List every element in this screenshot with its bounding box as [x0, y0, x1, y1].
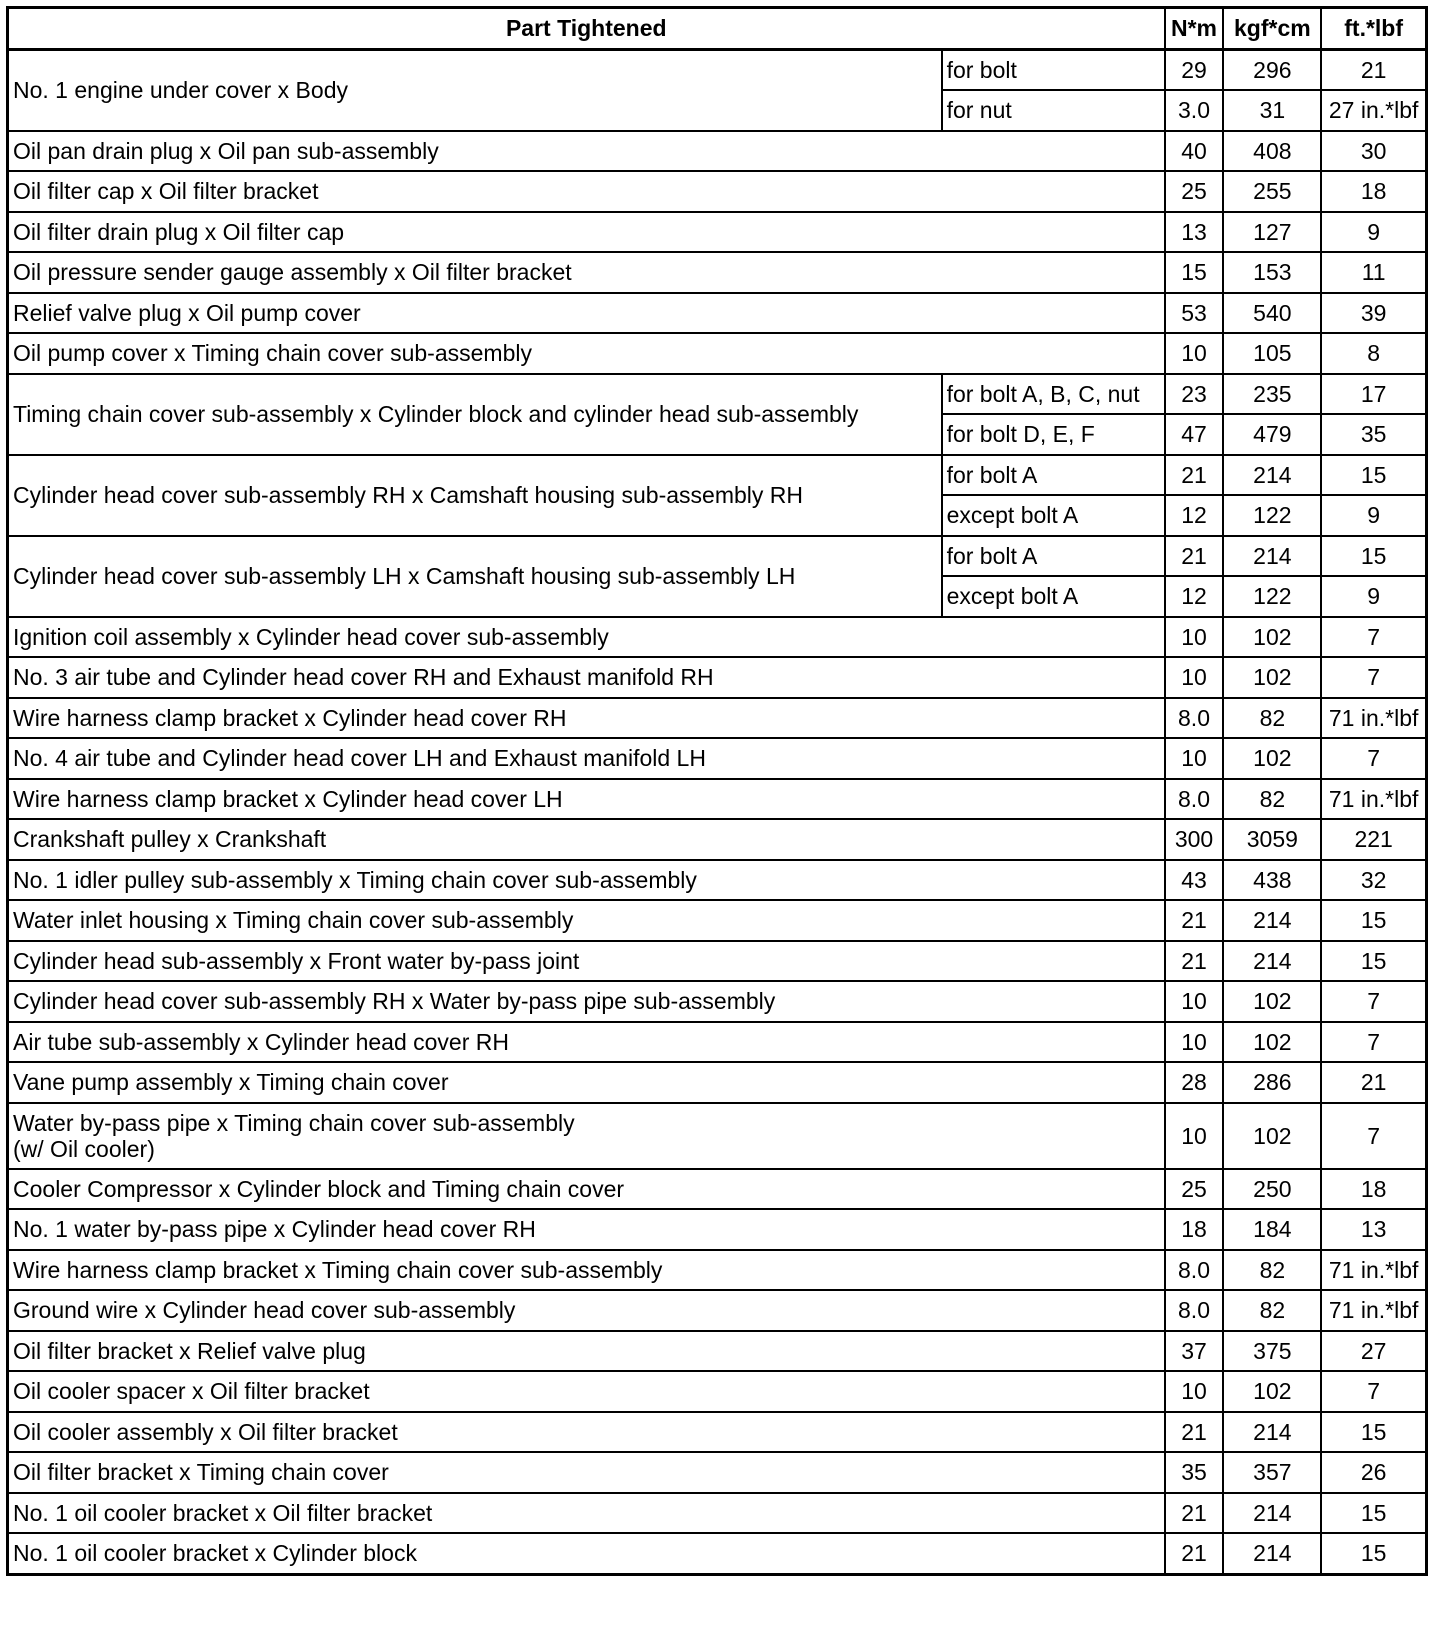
part-name: Oil pump cover x Timing chain cover sub-assembly: [8, 333, 1165, 374]
torque-ft-lbf: 32: [1321, 860, 1426, 901]
torque-ft-lbf: 15: [1321, 900, 1426, 941]
torque-ft-lbf: 7: [1321, 738, 1426, 779]
part-name: Crankshaft pulley x Crankshaft: [8, 819, 1165, 860]
torque-nm: 25: [1165, 171, 1224, 212]
part-name: Cylinder head cover sub-assembly RH x Water by-pass pipe sub-assembly: [8, 981, 1165, 1022]
condition: except bolt A: [942, 576, 1165, 617]
part-name: Oil filter bracket x Timing chain cover: [8, 1452, 1165, 1493]
torque-kgf-cm: 82: [1223, 698, 1321, 739]
torque-ft-lbf: 9: [1321, 576, 1426, 617]
torque-kgf-cm: 214: [1223, 1533, 1321, 1574]
part-name: Wire harness clamp bracket x Cylinder head cover LH: [8, 779, 1165, 820]
torque-nm: 10: [1165, 1371, 1224, 1412]
torque-kgf-cm: 286: [1223, 1062, 1321, 1103]
torque-kgf-cm: 255: [1223, 171, 1321, 212]
table-row: [8, 1062, 1427, 1103]
table-row: [8, 455, 1427, 496]
torque-ft-lbf: 39: [1321, 293, 1426, 334]
torque-nm: 8.0: [1165, 698, 1224, 739]
torque-nm: 37: [1165, 1331, 1224, 1372]
torque-ft-lbf: 26: [1321, 1452, 1426, 1493]
torque-nm: 47: [1165, 414, 1224, 455]
part-name: No. 1 water by-pass pipe x Cylinder head cover RH: [8, 1209, 1165, 1250]
table-row: [8, 617, 1427, 658]
part-name: Cylinder head sub-assembly x Front water by-pass joint: [8, 941, 1165, 982]
torque-nm: 35: [1165, 1452, 1224, 1493]
table-body: [8, 49, 1427, 1574]
part-name: Water by-pass pipe x Timing chain cover sub-assembly (w/ Oil cooler): [8, 1103, 1165, 1169]
condition: for bolt D, E, F: [942, 414, 1165, 455]
torque-kgf-cm: 102: [1223, 981, 1321, 1022]
torque-nm: 8.0: [1165, 1290, 1224, 1331]
torque-kgf-cm: 102: [1223, 738, 1321, 779]
part-name: Oil filter cap x Oil filter bracket: [8, 171, 1165, 212]
table-row: [8, 1493, 1427, 1534]
part-name: Oil filter drain plug x Oil filter cap: [8, 212, 1165, 253]
part-name: Relief valve plug x Oil pump cover: [8, 293, 1165, 334]
torque-nm: 25: [1165, 1169, 1224, 1210]
part-name: Cooler Compressor x Cylinder block and Timing chain cover: [8, 1169, 1165, 1210]
table-row: [8, 252, 1427, 293]
table-row: [8, 49, 1427, 90]
condition: for bolt A: [942, 455, 1165, 496]
torque-kgf-cm: 105: [1223, 333, 1321, 374]
torque-nm: 13: [1165, 212, 1224, 253]
torque-nm: 10: [1165, 333, 1224, 374]
torque-kgf-cm: 3059: [1223, 819, 1321, 860]
table-row: [8, 1209, 1427, 1250]
torque-nm: 15: [1165, 252, 1224, 293]
torque-nm: 29: [1165, 49, 1224, 90]
table-row: [8, 1250, 1427, 1291]
torque-nm: 21: [1165, 900, 1224, 941]
table-row: [8, 212, 1427, 253]
torque-nm: 300: [1165, 819, 1224, 860]
torque-kgf-cm: 122: [1223, 576, 1321, 617]
part-name: Cylinder head cover sub-assembly LH x Camshaft housing sub-assembly LH: [8, 536, 942, 617]
torque-ft-lbf: 8: [1321, 333, 1426, 374]
torque-kgf-cm: 540: [1223, 293, 1321, 334]
torque-nm: 12: [1165, 495, 1224, 536]
table-row: [8, 738, 1427, 779]
part-name: Oil pressure sender gauge assembly x Oil filter bracket: [8, 252, 1165, 293]
torque-kgf-cm: 82: [1223, 1290, 1321, 1331]
table-row: [8, 941, 1427, 982]
torque-ft-lbf: 11: [1321, 252, 1426, 293]
part-name: Water inlet housing x Timing chain cover sub-assembly: [8, 900, 1165, 941]
torque-kgf-cm: 375: [1223, 1331, 1321, 1372]
part-name: Vane pump assembly x Timing chain cover: [8, 1062, 1165, 1103]
torque-nm: 12: [1165, 576, 1224, 617]
torque-ft-lbf: 21: [1321, 49, 1426, 90]
torque-ft-lbf: 15: [1321, 941, 1426, 982]
torque-kgf-cm: 214: [1223, 455, 1321, 496]
table-row: [8, 536, 1427, 577]
torque-ft-lbf: 27: [1321, 1331, 1426, 1372]
torque-kgf-cm: 122: [1223, 495, 1321, 536]
condition: for bolt: [942, 49, 1165, 90]
torque-nm: 10: [1165, 1103, 1224, 1169]
torque-ft-lbf: 71 in.*lbf: [1321, 698, 1426, 739]
torque-kgf-cm: 479: [1223, 414, 1321, 455]
torque-nm: 28: [1165, 1062, 1224, 1103]
condition: for nut: [942, 90, 1165, 131]
torque-nm: 21: [1165, 536, 1224, 577]
torque-nm: 10: [1165, 1022, 1224, 1063]
torque-nm: 10: [1165, 738, 1224, 779]
part-name: No. 1 idler pulley sub-assembly x Timing chain cover sub-assembly: [8, 860, 1165, 901]
torque-nm: 8.0: [1165, 779, 1224, 820]
torque-kgf-cm: 184: [1223, 1209, 1321, 1250]
condition: for bolt A, B, C, nut: [942, 374, 1165, 415]
part-name: No. 1 engine under cover x Body: [8, 49, 942, 131]
table-row: [8, 1169, 1427, 1210]
torque-nm: 10: [1165, 981, 1224, 1022]
torque-nm: 21: [1165, 1412, 1224, 1453]
torque-nm: 53: [1165, 293, 1224, 334]
torque-kgf-cm: 250: [1223, 1169, 1321, 1210]
torque-nm: 23: [1165, 374, 1224, 415]
table-row: [8, 131, 1427, 172]
torque-ft-lbf: 15: [1321, 1533, 1426, 1574]
torque-ft-lbf: 9: [1321, 212, 1426, 253]
torque-kgf-cm: 357: [1223, 1452, 1321, 1493]
torque-ft-lbf: 17: [1321, 374, 1426, 415]
table-row: [8, 293, 1427, 334]
torque-ft-lbf: 13: [1321, 1209, 1426, 1250]
part-name: No. 4 air tube and Cylinder head cover LH and Exhaust manifold LH: [8, 738, 1165, 779]
torque-ft-lbf: 7: [1321, 1103, 1426, 1169]
torque-ft-lbf: 7: [1321, 657, 1426, 698]
torque-ft-lbf: 15: [1321, 1493, 1426, 1534]
header-row: [8, 8, 1427, 50]
torque-kgf-cm: 214: [1223, 900, 1321, 941]
table-row: [8, 333, 1427, 374]
torque-kgf-cm: 102: [1223, 617, 1321, 658]
torque-spec-table: [6, 6, 1428, 1576]
header-ft-lbf: ft.*lbf: [1321, 8, 1426, 50]
part-name: Cylinder head cover sub-assembly RH x Camshaft housing sub-assembly RH: [8, 455, 942, 536]
torque-ft-lbf: 18: [1321, 1169, 1426, 1210]
header-nm: N*m: [1165, 8, 1224, 50]
torque-ft-lbf: 30: [1321, 131, 1426, 172]
torque-kgf-cm: 102: [1223, 1371, 1321, 1412]
torque-ft-lbf: 71 in.*lbf: [1321, 1250, 1426, 1291]
torque-nm: 21: [1165, 1533, 1224, 1574]
part-name: Wire harness clamp bracket x Cylinder head cover RH: [8, 698, 1165, 739]
table-row: [8, 1371, 1427, 1412]
torque-kgf-cm: 214: [1223, 536, 1321, 577]
part-name: No. 1 oil cooler bracket x Oil filter bracket: [8, 1493, 1165, 1534]
torque-nm: 8.0: [1165, 1250, 1224, 1291]
torque-nm: 21: [1165, 941, 1224, 982]
table-row: [8, 1103, 1427, 1169]
condition: except bolt A: [942, 495, 1165, 536]
part-name: Timing chain cover sub-assembly x Cylinder block and cylinder head sub-assembly: [8, 374, 942, 455]
torque-kgf-cm: 296: [1223, 49, 1321, 90]
part-name: No. 1 oil cooler bracket x Cylinder block: [8, 1533, 1165, 1574]
torque-ft-lbf: 7: [1321, 1022, 1426, 1063]
torque-ft-lbf: 71 in.*lbf: [1321, 779, 1426, 820]
table-row: [8, 171, 1427, 212]
torque-kgf-cm: 153: [1223, 252, 1321, 293]
torque-kgf-cm: 214: [1223, 1493, 1321, 1534]
torque-nm: 43: [1165, 860, 1224, 901]
torque-ft-lbf: 7: [1321, 1371, 1426, 1412]
torque-nm: 21: [1165, 1493, 1224, 1534]
torque-kgf-cm: 102: [1223, 1022, 1321, 1063]
part-name: Oil pan drain plug x Oil pan sub-assembly: [8, 131, 1165, 172]
part-name: Oil cooler assembly x Oil filter bracket: [8, 1412, 1165, 1453]
torque-kgf-cm: 214: [1223, 1412, 1321, 1453]
part-name: Ground wire x Cylinder head cover sub-assembly: [8, 1290, 1165, 1331]
torque-nm: 18: [1165, 1209, 1224, 1250]
table-row: [8, 1533, 1427, 1574]
table-row: [8, 657, 1427, 698]
torque-kgf-cm: 127: [1223, 212, 1321, 253]
table-row: [8, 779, 1427, 820]
torque-nm: 10: [1165, 657, 1224, 698]
part-name: No. 3 air tube and Cylinder head cover RH and Exhaust manifold RH: [8, 657, 1165, 698]
table-row: [8, 1452, 1427, 1493]
torque-ft-lbf: 15: [1321, 1412, 1426, 1453]
condition: for bolt A: [942, 536, 1165, 577]
part-name: Oil cooler spacer x Oil filter bracket: [8, 1371, 1165, 1412]
torque-ft-lbf: 18: [1321, 171, 1426, 212]
part-name: Ignition coil assembly x Cylinder head cover sub-assembly: [8, 617, 1165, 658]
table-row: [8, 1331, 1427, 1372]
torque-nm: 40: [1165, 131, 1224, 172]
table-row: [8, 981, 1427, 1022]
part-name: Air tube sub-assembly x Cylinder head cover RH: [8, 1022, 1165, 1063]
torque-nm: 10: [1165, 617, 1224, 658]
torque-ft-lbf: 71 in.*lbf: [1321, 1290, 1426, 1331]
part-name: Oil filter bracket x Relief valve plug: [8, 1331, 1165, 1372]
torque-kgf-cm: 102: [1223, 1103, 1321, 1169]
table-row: [8, 819, 1427, 860]
table-row: [8, 698, 1427, 739]
torque-kgf-cm: 235: [1223, 374, 1321, 415]
table-row: [8, 1412, 1427, 1453]
torque-ft-lbf: 7: [1321, 617, 1426, 658]
torque-kgf-cm: 214: [1223, 941, 1321, 982]
torque-ft-lbf: 9: [1321, 495, 1426, 536]
torque-ft-lbf: 7: [1321, 981, 1426, 1022]
table-row: [8, 1290, 1427, 1331]
header-part-tightened: Part Tightened: [8, 8, 1165, 50]
torque-ft-lbf: 15: [1321, 536, 1426, 577]
torque-ft-lbf: 21: [1321, 1062, 1426, 1103]
table-row: [8, 1022, 1427, 1063]
torque-ft-lbf: 15: [1321, 455, 1426, 496]
part-name: Wire harness clamp bracket x Timing chain cover sub-assembly: [8, 1250, 1165, 1291]
torque-kgf-cm: 82: [1223, 1250, 1321, 1291]
header-kgf-cm: kgf*cm: [1223, 8, 1321, 50]
torque-nm: 3.0: [1165, 90, 1224, 131]
torque-ft-lbf: 221: [1321, 819, 1426, 860]
torque-ft-lbf: 35: [1321, 414, 1426, 455]
torque-kgf-cm: 438: [1223, 860, 1321, 901]
table-row: [8, 374, 1427, 415]
table-row: [8, 900, 1427, 941]
torque-kgf-cm: 31: [1223, 90, 1321, 131]
table-row: [8, 860, 1427, 901]
torque-ft-lbf: 27 in.*lbf: [1321, 90, 1426, 131]
torque-kgf-cm: 82: [1223, 779, 1321, 820]
torque-nm: 21: [1165, 455, 1224, 496]
torque-kgf-cm: 102: [1223, 657, 1321, 698]
torque-kgf-cm: 408: [1223, 131, 1321, 172]
